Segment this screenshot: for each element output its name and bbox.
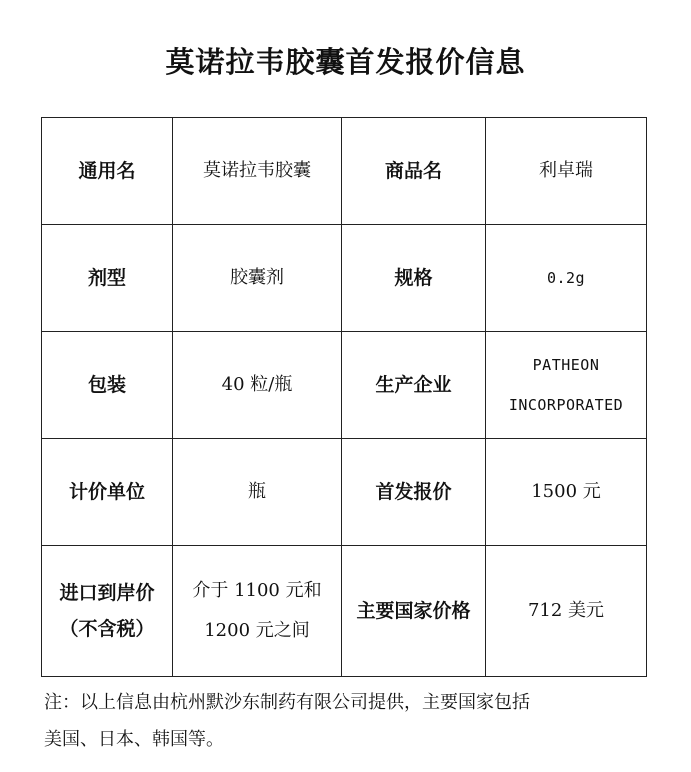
field-value-cif-price: 介于 1100 元和 1200 元之间 xyxy=(173,546,342,677)
page-title: 莫诺拉韦胶囊首发报价信息 xyxy=(165,45,526,79)
footnote xyxy=(44,684,644,758)
field-label-brand-name: 商品名 xyxy=(342,118,486,225)
field-value-pricing-unit: 瓶 xyxy=(173,439,342,546)
table-row xyxy=(42,546,647,677)
field-value-major-country-price: 712 美元 xyxy=(486,546,647,677)
field-label-generic-name: 通用名 xyxy=(42,118,173,225)
field-label-major-country-price: 主要国家价格 xyxy=(342,546,486,677)
price-info-table xyxy=(41,117,647,677)
footnote-line: 注：以上信息由杭州默沙东制药有限公司提供，主要国家包括 xyxy=(44,692,530,713)
table-row xyxy=(42,225,647,332)
field-label-manufacturer: 生产企业 xyxy=(342,332,486,439)
field-label-dosage-form: 剂型 xyxy=(42,225,173,332)
field-label-pricing-unit: 计价单位 xyxy=(42,439,173,546)
field-value-launch-price: 1500 元 xyxy=(486,439,647,546)
footnote-line: 美国、日本、韩国等。 xyxy=(44,729,224,750)
field-label-specification: 规格 xyxy=(342,225,486,332)
table-row xyxy=(42,439,647,546)
table-row xyxy=(42,118,647,225)
field-value-specification: 0.2g xyxy=(486,225,647,332)
field-label-launch-price: 首发报价 xyxy=(342,439,486,546)
field-label-cif-price: 进口到岸价 （不含税） xyxy=(42,546,173,677)
field-value-generic-name: 莫诺拉韦胶囊 xyxy=(173,118,342,225)
field-value-packaging: 40 粒/瓶 xyxy=(173,332,342,439)
field-value-brand-name: 利卓瑞 xyxy=(486,118,647,225)
field-value-dosage-form: 胶囊剂 xyxy=(173,225,342,332)
field-value-manufacturer: PATHEON INCORPORATED xyxy=(486,332,647,439)
field-label-packaging: 包装 xyxy=(42,332,173,439)
table-row xyxy=(42,332,647,439)
